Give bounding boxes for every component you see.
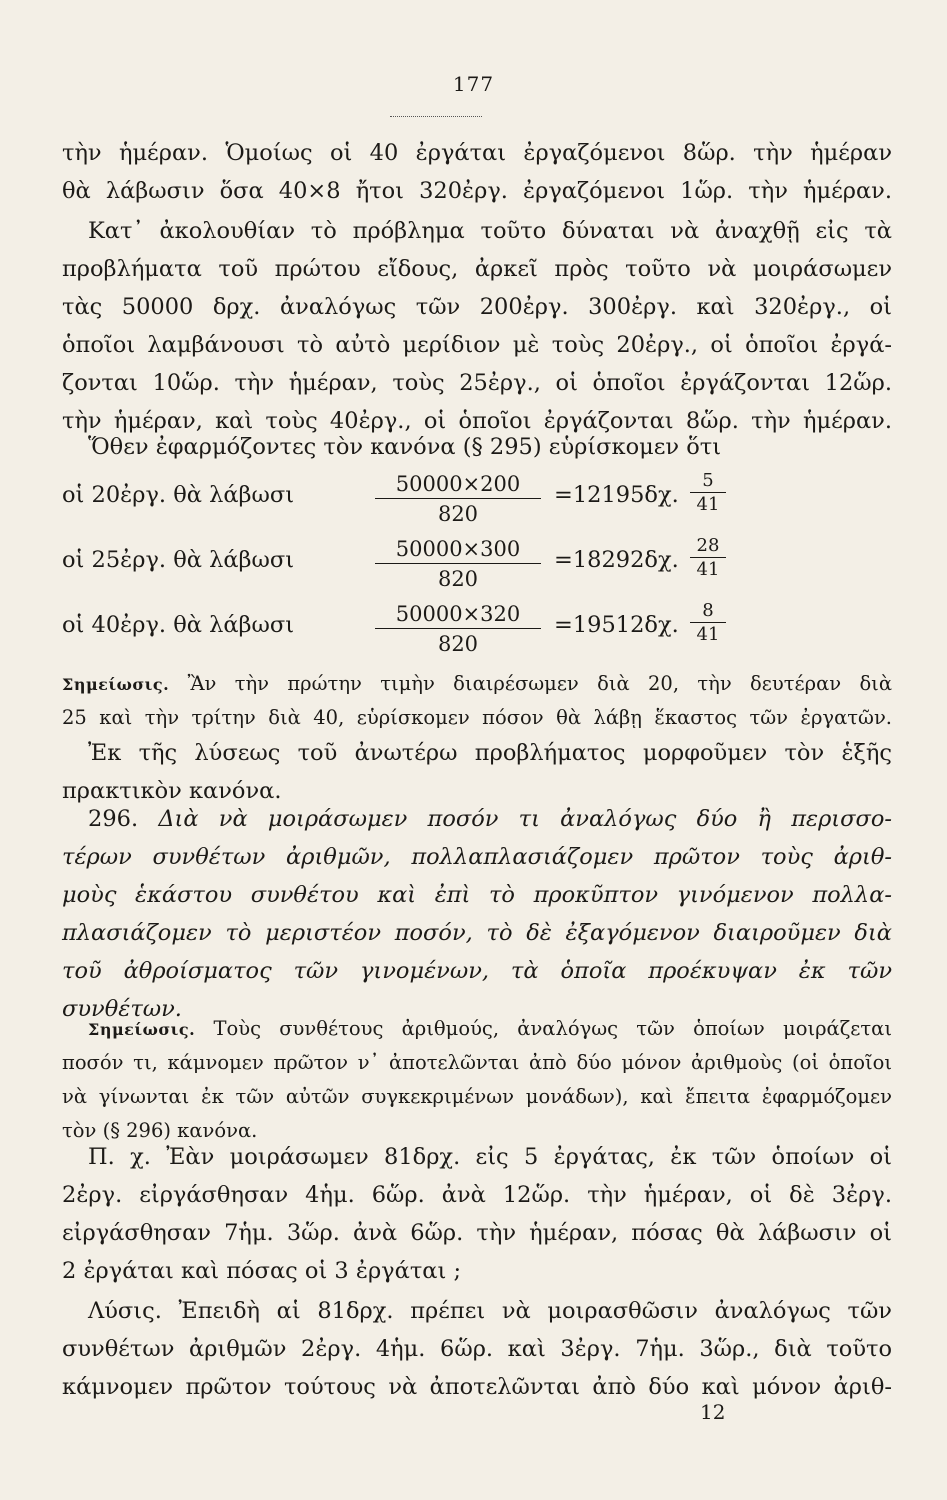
remainder-fraction bbox=[690, 600, 726, 645]
text-line: Π. χ. Ἐὰν μοιράσωμεν 81δρχ. εἰς 5 ἐργάτας, ἐκ τῶν ὁποίων οἱ bbox=[88, 1144, 892, 1170]
text-line: 2ἐργ. εἰργάσθησαν 4ἡμ. 6ὥρ. ἀνὰ 12ὥρ. τὴν ἡμέραν, οἱ δὲ 3ἐργ. bbox=[62, 1182, 892, 1208]
text-line: τέρων συνθέτων ἀριθμῶν, πολλαπλασιάζομεν πρῶτον τοὺς ἀριθ- bbox=[62, 844, 892, 870]
text-line: νὰ γίνωνται ἐκ τῶν αὐτῶν συγκεκριμένων μονάδων), καὶ ἔπειτα ἐφαρμόζομεν bbox=[62, 1085, 892, 1108]
fraction-numerator: 50000×320 bbox=[395, 602, 521, 626]
formula-result: =12195δχ. bbox=[554, 482, 679, 508]
text-line: 25 καὶ τὴν τρίτην διὰ 40, εὑρίσκομεν πόσον θὰ λάβῃ ἕκαστος τῶν ἐργατῶν. bbox=[62, 706, 892, 729]
note-text: Τοὺς συνθέτους ἀριθμούς, ἀναλόγως τῶν ὁποίων μοιράζεται bbox=[213, 1017, 892, 1040]
text-line: τοῦ ἀθροίσματος τῶν γινομένων, τὰ ὁποῖα προέκυψαν ἐκ τῶν bbox=[62, 958, 892, 984]
fraction-denominator: 820 bbox=[437, 567, 479, 591]
text-line: συνθέτων ἀριθμῶν 2ἐργ. 4ἡμ. 6ὥρ. καὶ 3ἐργ. 7ἡμ. 3ὥρ., διὰ τοῦτο bbox=[62, 1336, 892, 1362]
text-line: Ὅθεν ἐφαρμόζοντες τὸν κανόνα (§ 295) εὑρίσκομεν ὅτι bbox=[88, 434, 722, 460]
formula-label: οἱ 20ἐργ. θὰ λάβωσι bbox=[62, 482, 295, 508]
text-line bbox=[62, 667, 892, 701]
formula-label: οἱ 25ἐργ. θὰ λάβωσι bbox=[62, 547, 295, 573]
remainder-numerator: 5 bbox=[702, 470, 714, 491]
note-label: Σημείωσις. bbox=[62, 675, 170, 694]
remainder-denominator: 41 bbox=[696, 559, 720, 580]
text-line: ὁποῖοι λαμβάνουσι τὸ αὐτὸ μερίδιον μὲ τοὺς 20ἐργ., οἱ ὁποῖοι ἐργά- bbox=[62, 332, 892, 358]
text-line: προβλήματα τοῦ πρώτου εἴδους, ἀρκεῖ πρὸς τοῦτο νὰ μοιράσωμεν bbox=[62, 256, 892, 282]
fraction-numerator: 50000×200 bbox=[395, 472, 521, 496]
text-line bbox=[62, 800, 892, 838]
solution bbox=[62, 1292, 892, 1406]
text-line: μοὺς ἑκάστου συνθέτου καὶ ἐπὶ τὸ προκῦπτον γινόμενον πολλα- bbox=[62, 882, 892, 908]
text-line: συνθέτων. bbox=[62, 996, 182, 1022]
text-line: τὴν ἡμέραν, καὶ τοὺς 40ἐργ., οἱ ὁποῖοι ἐργάζονται 8ὥρ. τὴν ἡμέραν. bbox=[62, 408, 892, 434]
text-line bbox=[62, 1012, 892, 1046]
text-line: πλασιάζομεν τὸ μεριστέον ποσόν, τὸ δὲ ἐξαγόμενον διαιροῦμεν διὰ bbox=[62, 920, 892, 946]
paragraph-rule-reference bbox=[62, 428, 892, 466]
text-line: κάμνομεν πρῶτον τούτους νὰ ἀποτελῶνται ἀπὸ δύο καὶ μόνον ἀριθ- bbox=[62, 1374, 892, 1400]
rule-number: 296. bbox=[88, 806, 139, 832]
text-line: Λύσις. Ἐπειδὴ αἱ 81δρχ. πρέπει νὰ μοιρασθῶσιν ἀναλόγως τῶν bbox=[88, 1298, 892, 1324]
page-number: 177 bbox=[452, 72, 495, 96]
paragraph-intro bbox=[62, 134, 892, 210]
formula-row bbox=[62, 470, 892, 532]
signature-mark: 12 bbox=[700, 1400, 726, 1424]
text-line: τὰς 50000 δρχ. ἀναλόγως τῶν 200ἐργ. 300ἐργ. καὶ 320ἐργ., οἱ bbox=[62, 294, 892, 320]
fraction-denominator: 820 bbox=[437, 502, 479, 526]
text-line: εἰργάσθησαν 7ἡμ. 3ὥρ. ἀνὰ 6ὥρ. τὴν ἡμέραν, πόσας θὰ λάβωσιν οἱ bbox=[62, 1220, 892, 1246]
fraction bbox=[367, 535, 549, 592]
formula-result: =19512δχ. bbox=[554, 612, 679, 638]
text-line: Ἐκ τῆς λύσεως τοῦ ἀνωτέρω προβλήματος μορφοῦμεν τὸν ἑξῆς bbox=[88, 740, 892, 766]
note-text: Ἂν τὴν πρώτην τιμὴν διαιρέσωμεν διὰ 20, τὴν δευτέραν διὰ bbox=[187, 672, 892, 695]
text-line: ζονται 10ὥρ. τὴν ἡμέραν, τοὺς 25ἐργ., οἱ ὁποῖοι ἐργάζονται 12ὥρ. bbox=[62, 370, 892, 396]
remainder-fraction bbox=[690, 535, 726, 580]
formula-row bbox=[62, 535, 892, 597]
text-line: 2 ἐργάται καὶ πόσας οἱ 3 ἐργάται ; bbox=[62, 1258, 462, 1284]
formula-label: οἱ 40ἐργ. θὰ λάβωσι bbox=[62, 612, 295, 638]
text-line: τὸν (§ 296) κανόνα. bbox=[62, 1119, 258, 1142]
remainder-numerator: 28 bbox=[696, 535, 720, 556]
formula-row bbox=[62, 600, 892, 662]
header-rule bbox=[390, 116, 482, 117]
text-line: Κατ᾽ ἀκολουθίαν τὸ πρόβλημα τοῦτο δύναται νὰ ἀναχθῇ εἰς τὰ bbox=[88, 218, 892, 244]
note-composite-numbers bbox=[62, 1012, 892, 1148]
text-line: θὰ λάβωσιν ὅσα 40×8 ἤτοι 320ἐργ. ἐργαζόμενοι 1ὥρ. τὴν ἡμέραν. bbox=[62, 178, 892, 204]
text-line: τὴν ἡμέραν. Ὁμοίως οἱ 40 ἐργάται ἐργαζόμενοι 8ὥρ. τὴν ἡμέραν bbox=[62, 140, 892, 166]
note-division bbox=[62, 667, 892, 735]
note-label: Σημείωσις. bbox=[88, 1020, 196, 1039]
fraction bbox=[367, 470, 549, 527]
rule-296 bbox=[62, 800, 892, 1028]
remainder-numerator: 8 bbox=[702, 600, 714, 621]
fraction bbox=[367, 600, 549, 657]
paragraph-practical-rule bbox=[62, 734, 892, 810]
example-problem bbox=[62, 1138, 892, 1290]
formula-result: =18292δχ. bbox=[554, 547, 679, 573]
text-line: πρακτικὸν κανόνα. bbox=[62, 778, 282, 804]
remainder-denominator: 41 bbox=[696, 494, 720, 515]
text-line: ποσόν τι, κάμνομεν πρῶτον ν᾽ ἀποτελῶνται ἀπὸ δύο μόνον ἀριθμοὺς (οἱ ὁποῖοι bbox=[62, 1051, 892, 1074]
paragraph-reduction bbox=[62, 212, 892, 440]
remainder-fraction bbox=[690, 470, 726, 515]
fraction-numerator: 50000×300 bbox=[395, 537, 521, 561]
fraction-denominator: 820 bbox=[437, 632, 479, 656]
remainder-denominator: 41 bbox=[696, 624, 720, 645]
rule-text: Διὰ νὰ μοιράσωμεν ποσόν τι ἀναλόγως δύο ἢ περισσο- bbox=[158, 806, 892, 832]
